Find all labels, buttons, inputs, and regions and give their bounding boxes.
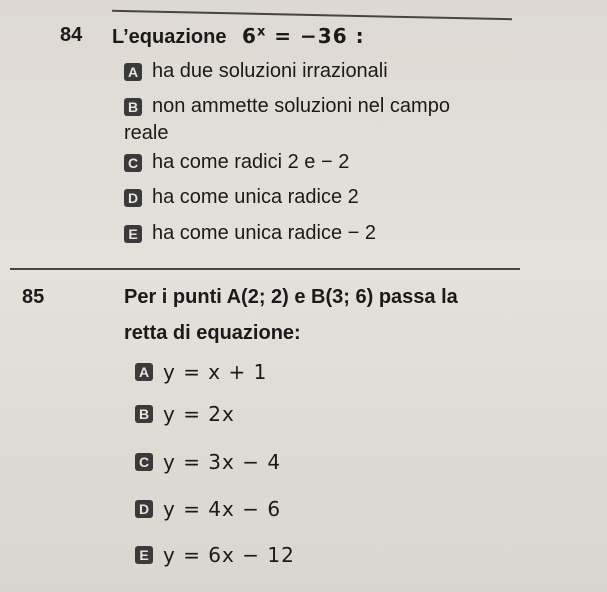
- option-equation: y = 4x − 6: [163, 497, 282, 521]
- option-letter-c: C: [135, 453, 153, 471]
- q84-option-b-continued: [124, 122, 168, 145]
- q85-option-c[interactable]: [135, 450, 281, 474]
- option-equation: y = 3x − 4: [163, 450, 282, 474]
- q84-option-e[interactable]: [124, 222, 376, 245]
- option-letter-a: A: [135, 363, 153, 381]
- question-84-label: L’equazione: [112, 26, 227, 48]
- q84-option-a[interactable]: [124, 60, 388, 83]
- option-letter-d: D: [135, 500, 153, 518]
- question-85-line2: retta di equazione:: [124, 322, 301, 344]
- section-divider: [10, 268, 520, 270]
- q85-option-d[interactable]: [135, 497, 281, 521]
- q84-option-b[interactable]: [124, 95, 450, 118]
- question-84-equation: $6^x = -36$ :: [242, 24, 365, 48]
- question-85-number: 85: [22, 286, 45, 308]
- option-text: ha come unica radice 2: [152, 186, 359, 208]
- option-text: non ammette soluzioni nel campo: [152, 95, 450, 117]
- question-84-number: 84: [60, 24, 83, 46]
- option-text-continued: reale: [124, 122, 169, 144]
- q85-option-a[interactable]: [135, 360, 267, 384]
- q84-option-c[interactable]: [124, 151, 349, 174]
- q84-option-d[interactable]: [124, 186, 359, 209]
- option-letter-b: B: [124, 98, 142, 116]
- option-letter-b: B: [135, 405, 153, 423]
- question-85-line1: Per i punti A(2; 2) e B(3; 6) passa la: [124, 286, 458, 308]
- q85-option-e[interactable]: [135, 543, 295, 567]
- option-text: ha come unica radice − 2: [152, 222, 377, 244]
- question-84-prompt: [112, 24, 365, 49]
- option-letter-a: A: [124, 63, 142, 81]
- q85-option-b[interactable]: [135, 402, 235, 426]
- option-letter-e: E: [124, 225, 142, 243]
- top-rule: [112, 10, 512, 20]
- option-equation: y = x + 1: [163, 360, 268, 384]
- option-letter-c: C: [124, 154, 142, 172]
- option-letter-d: D: [124, 189, 142, 207]
- option-equation: y = 2x: [163, 402, 235, 426]
- option-text: ha come radici 2 e − 2: [152, 151, 350, 173]
- option-equation: y = 6x − 12: [163, 543, 295, 567]
- option-letter-e: E: [135, 546, 153, 564]
- option-text: ha due soluzioni irrazionali: [152, 60, 388, 82]
